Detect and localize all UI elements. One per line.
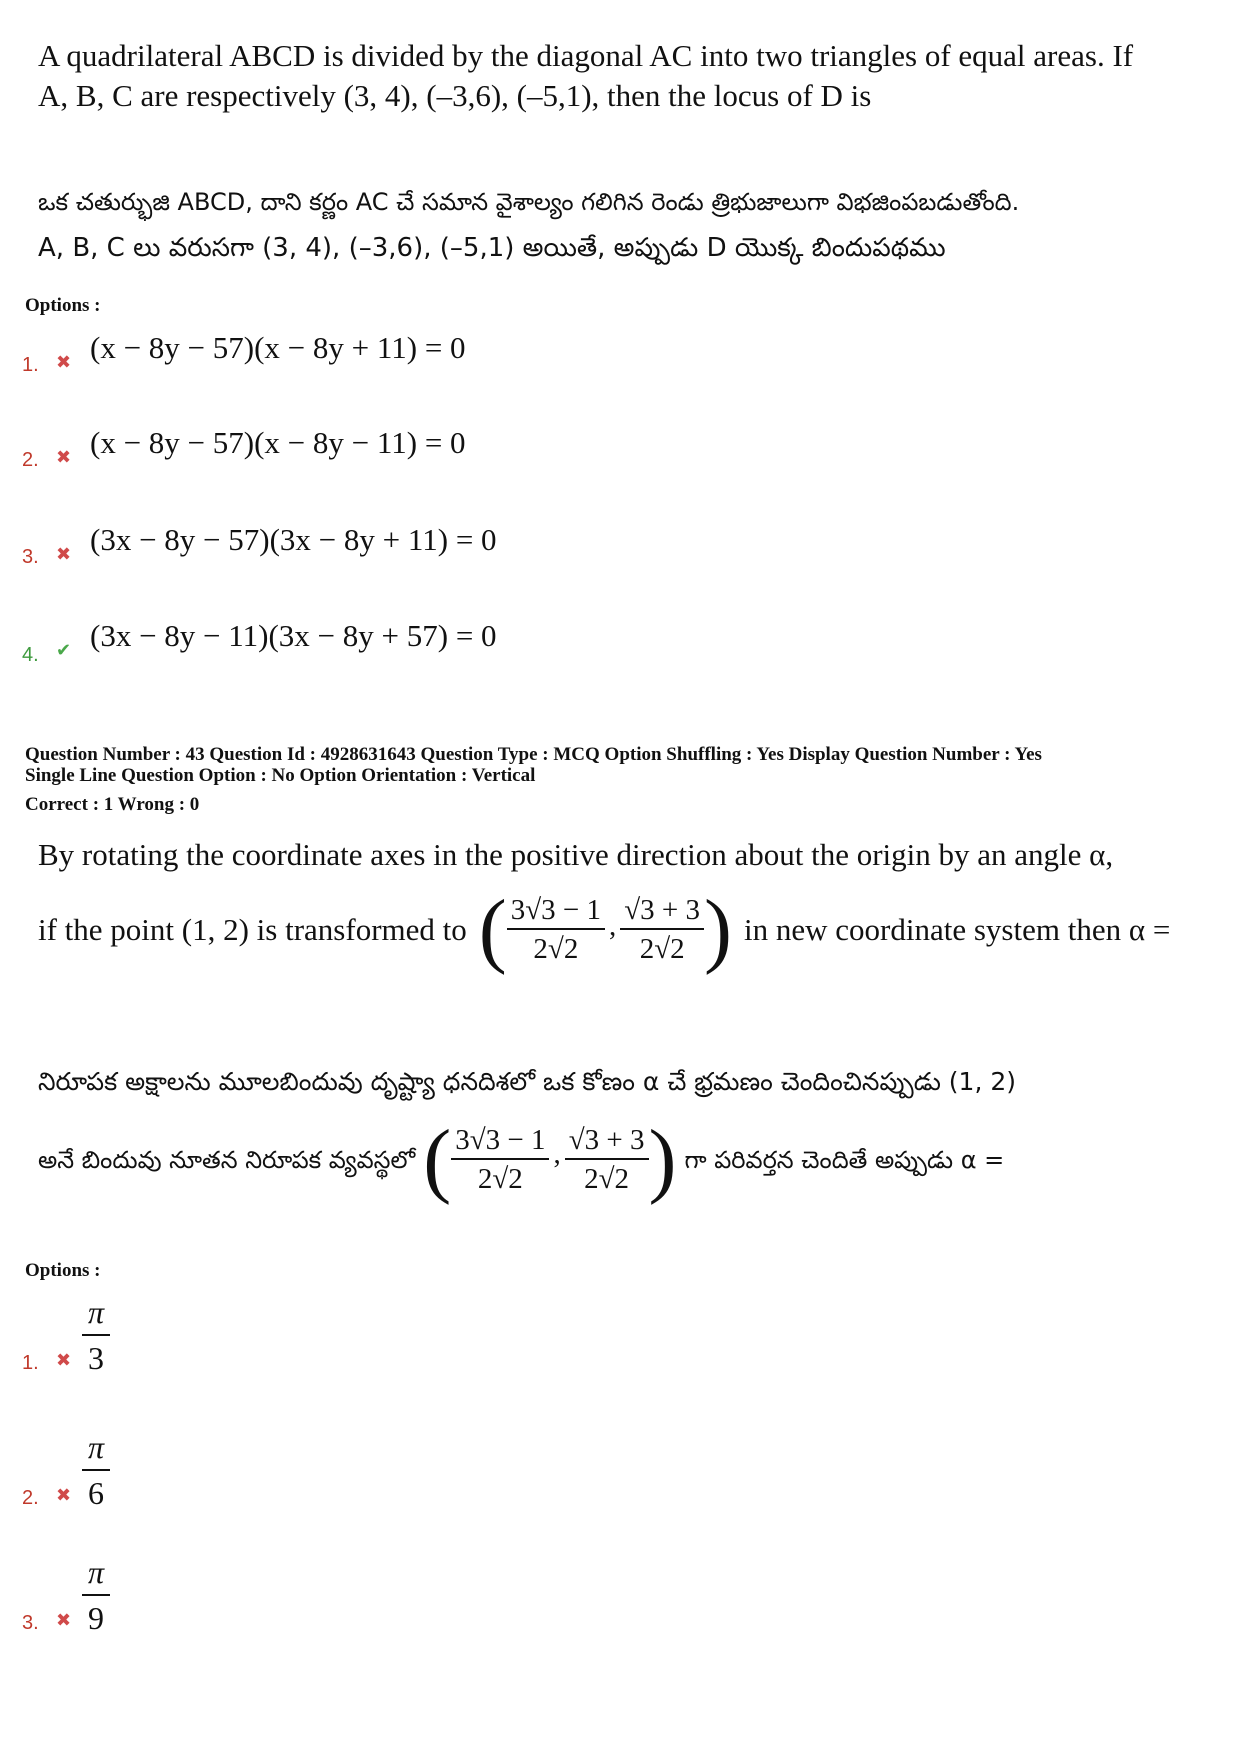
open-paren: ( [423, 1113, 452, 1206]
wrong-mark-icon: ✖ [56, 352, 72, 373]
option-expression: (3x − 8y − 57)(3x − 8y + 11) = 0 [90, 522, 497, 557]
fraction-denominator: 6 [88, 1475, 105, 1511]
comma: , [553, 1138, 561, 1170]
wrong-mark-icon: ✖ [56, 1485, 72, 1506]
y-numerator: √3 + 3 [620, 892, 704, 930]
option-fraction [82, 1550, 110, 1640]
wrong-mark-icon: ✖ [56, 1350, 72, 1371]
q43-meta-line3: Correct : 1 Wrong : 0 [25, 794, 200, 815]
q43-meta-line2: Single Line Question Option : No Option Orientation : Vertical [25, 765, 536, 786]
q43-english-line1: By rotating the coordinate axes in the positive direction about the origin by an angle α, [38, 837, 1114, 872]
q43-telugu-line1: నిరూపక అక్షాలను మూలబిందువు దృష్ట్యా ధనదిశలో ఒక కోణం α చే భ్రమణం చెందించినప్పుడు (1, 2) [38, 1067, 1017, 1096]
option-number: 1. [22, 354, 39, 376]
y-fraction [620, 892, 704, 968]
x-denominator: 2√2 [533, 933, 579, 965]
q43-english-line2 [38, 883, 1208, 976]
q42-telugu-line2: A, B, C లు వరుసగా (3, 4), (–3,6), (–5,1) అయితే, అప్పుడు D యొక్క బిందుపథము [38, 233, 946, 263]
q43-telugu-line2-pre: అనే బిందువు నూతన నిరూపక వ్యవస్థలో [38, 1146, 416, 1174]
wrong-mark-icon: ✖ [56, 447, 72, 468]
x-numerator: 3√3 − 1 [451, 1122, 549, 1160]
q43-options-label: Options : [25, 1260, 101, 1281]
x-numerator: 3√3 − 1 [507, 892, 605, 930]
q43-point-expression [478, 883, 733, 976]
q42-english-line1: A quadrilateral ABCD is divided by the diagonal AC into two triangles of equal areas. If [38, 38, 1134, 73]
option-fraction [82, 1425, 110, 1515]
x-fraction [507, 892, 605, 968]
option-fraction [82, 1290, 110, 1380]
close-paren: ) [648, 1113, 677, 1206]
x-fraction [451, 1122, 549, 1198]
q43-telugu-line2-post: గా పరివర్తన చెందితే అప్పుడు α = [684, 1146, 1005, 1174]
option-number: 1. [22, 1352, 39, 1374]
open-paren: ( [478, 883, 507, 976]
q42-options-label: Options : [25, 295, 101, 316]
q42-english-line2: A, B, C are respectively (3, 4), (–3,6), (–5,1), then the locus of D is [38, 78, 872, 113]
wrong-mark-icon: ✖ [56, 544, 72, 565]
fraction-numerator: π [82, 1425, 110, 1471]
fraction-denominator: 3 [88, 1340, 105, 1376]
y-denominator: 2√2 [639, 933, 685, 965]
option-expression: (3x − 8y − 11)(3x − 8y + 57) = 0 [90, 618, 497, 653]
option-number: 3. [22, 1612, 39, 1634]
q42-telugu-line1: ఒక చతుర్భుజి ABCD, దాని కర్ణం AC చే సమాన వైశాల్యం గలిగిన రెండు త్రిభుజాలుగా విభజింపబడుతోంది. [38, 188, 1020, 216]
fraction-numerator: π [82, 1290, 110, 1336]
option-number: 2. [22, 1487, 39, 1509]
q43-telugu-point-expression [423, 1113, 677, 1206]
check-mark-icon: ✔ [56, 640, 72, 661]
option-expression: (x − 8y − 57)(x − 8y − 11) = 0 [90, 425, 466, 460]
q43-meta-line1: Question Number : 43 Question Id : 4928631643 Question Type : MCQ Option Shuffling : Yes Display Question Number : Yes [25, 744, 1042, 765]
y-fraction [565, 1122, 649, 1198]
close-paren: ) [704, 883, 733, 976]
q43-telugu-line2 [38, 1113, 1208, 1206]
wrong-mark-icon: ✖ [56, 1610, 72, 1631]
y-numerator: √3 + 3 [565, 1122, 649, 1160]
x-denominator: 2√2 [477, 1163, 523, 1195]
option-number: 4. [22, 644, 39, 666]
option-expression: (x − 8y − 57)(x − 8y + 11) = 0 [90, 330, 466, 365]
fraction-numerator: π [82, 1550, 110, 1596]
y-denominator: 2√2 [584, 1163, 630, 1195]
fraction-denominator: 9 [88, 1600, 105, 1636]
option-number: 3. [22, 546, 39, 568]
option-number: 2. [22, 449, 39, 471]
q43-english-line2-post: in new coordinate system then α = [744, 912, 1171, 947]
q43-english-line2-pre: if the point (1, 2) is transformed to [38, 912, 467, 947]
comma: , [609, 910, 617, 942]
